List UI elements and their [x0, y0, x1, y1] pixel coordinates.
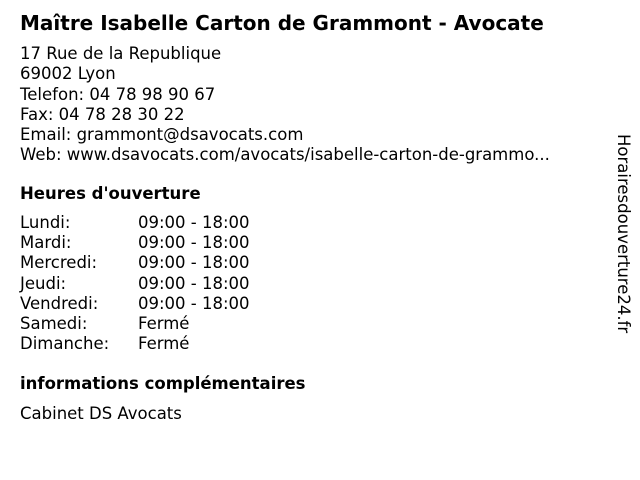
- hours-day-label: Samedi:: [20, 313, 88, 333]
- hours-value: 09:00 - 18:00: [138, 213, 250, 232]
- hours-row-wednesday: [20, 253, 250, 273]
- hours-value: 09:00 - 18:00: [138, 253, 250, 273]
- site-watermark: Horairesdouverture24.fr: [614, 134, 633, 334]
- fax-number: Fax: 04 78 28 30 22: [20, 104, 185, 124]
- hours-row-tuesday: [20, 233, 250, 253]
- hours-day-label: Mercredi:: [20, 253, 98, 273]
- hours-day-label: Mardi:: [20, 233, 72, 253]
- additional-info-text: Cabinet DS Avocats: [20, 404, 182, 423]
- opening-hours-table: [20, 213, 250, 354]
- hours-value: 09:00 - 18:00: [138, 233, 250, 253]
- page-title: Maître Isabelle Carton de Grammont - Avocate: [20, 11, 544, 35]
- opening-hours-heading: Heures d'ouverture: [20, 184, 201, 203]
- address-street: 17 Rue de la Republique: [20, 44, 222, 63]
- address-city: 69002 Lyon: [20, 64, 116, 84]
- hours-row-sunday: [20, 334, 250, 354]
- hours-row-saturday: [20, 314, 250, 334]
- hours-row-monday: [20, 213, 250, 233]
- hours-day-label: Vendredi:: [20, 293, 99, 313]
- hours-value: 09:00 - 18:00: [138, 273, 250, 293]
- hours-value: Fermé: [138, 313, 190, 333]
- hours-row-thursday: [20, 274, 250, 294]
- hours-day-label: Dimanche:: [20, 334, 110, 354]
- hours-day-label: Jeudi:: [20, 273, 67, 293]
- phone-number: Telefon: 04 78 98 90 67: [20, 84, 216, 104]
- additional-info-heading: informations complémentaires: [20, 374, 306, 393]
- contact-block: [20, 44, 550, 166]
- hours-row-friday: [20, 294, 250, 314]
- hours-value: Fermé: [138, 334, 190, 354]
- hours-value: 09:00 - 18:00: [138, 293, 250, 313]
- website-url: Web: www.dsavocats.com/avocats/isabelle-carton-de-grammo...: [20, 145, 550, 165]
- hours-day-label: Lundi:: [20, 213, 71, 232]
- email-address: Email: grammont@dsavocats.com: [20, 125, 304, 145]
